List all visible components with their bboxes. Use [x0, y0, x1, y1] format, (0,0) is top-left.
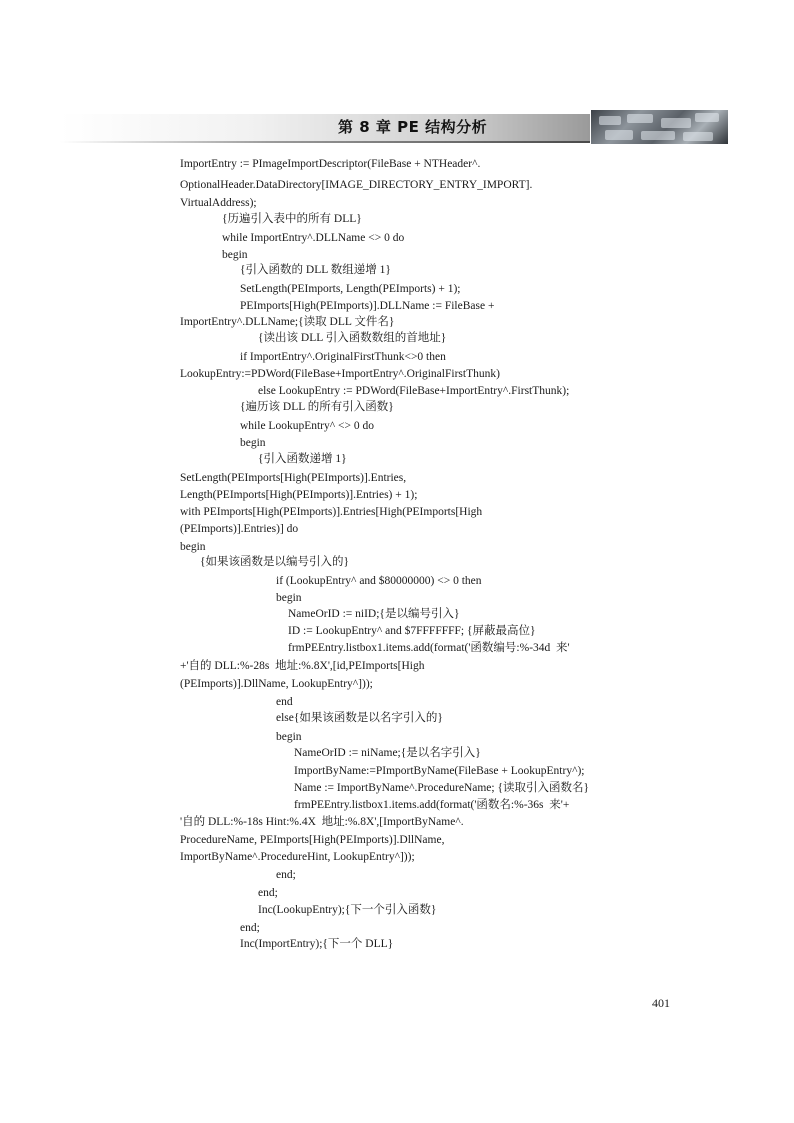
code-line: end; [258, 887, 278, 899]
code-line: begin [180, 541, 206, 553]
code-line: SetLength(PEImports, Length(PEImports) + 1); [240, 283, 461, 295]
code-line: else{如果该函数是以名字引入的} [276, 712, 443, 724]
code-line: NameOrID := niName;{是以名字引入} [294, 747, 481, 759]
code-line: {引入函数递增 1} [258, 453, 347, 465]
code-line: LookupEntry:=PDWord(FileBase+ImportEntry^.OriginalFirstThunk) [180, 368, 500, 380]
code-line: '自的 DLL:%-18s Hint:%.4X 地址:%.8X',[ImportByName^. [180, 816, 464, 828]
code-line: if ImportEntry^.OriginalFirstThunk<>0 then [240, 351, 446, 363]
code-line: {如果该函数是以编号引入的} [200, 556, 350, 568]
code-line: begin [240, 437, 266, 449]
code-line: ImportEntry := PImageImportDescriptor(FileBase + NTHeader^. [180, 158, 481, 170]
code-line: {遍历该 DLL 的所有引入函数} [240, 401, 394, 413]
code-line: NameOrID := niID;{是以编号引入} [288, 608, 460, 620]
code-line: Inc(ImportEntry);{下一个 DLL} [240, 938, 394, 950]
code-line: begin [222, 249, 248, 261]
code-line: ImportByName:=PImportByName(FileBase + LookupEntry^); [294, 765, 585, 777]
chapter-title: 第 8 章 PE 结构分析 [338, 118, 488, 136]
code-line: end; [276, 869, 296, 881]
code-line: frmPEEntry.listbox1.items.add(format('函数编号:%-34d 来' [288, 642, 570, 654]
code-line: {读出该 DLL 引入函数数组的首地址} [258, 332, 447, 344]
code-line: end [276, 696, 293, 708]
code-line: ID := LookupEntry^ and $7FFFFFFF; {屏蔽最高位} [288, 625, 536, 637]
code-line: SetLength(PEImports[High(PEImports)].Entries, [180, 472, 407, 484]
code-line: else LookupEntry := PDWord(FileBase+ImportEntry^.FirstThunk); [258, 385, 570, 397]
code-line: Length(PEImports[High(PEImports)].Entries) + 1); [180, 489, 418, 501]
code-line: (PEImports)].DllName, LookupEntry^])); [180, 678, 373, 690]
keyboard-photo [591, 110, 728, 144]
header-rule [60, 141, 590, 143]
code-line: begin [276, 592, 302, 604]
code-line: VirtualAddress); [180, 197, 257, 209]
code-line: frmPEEntry.listbox1.items.add(format('函数名:%-36s 来'+ [294, 799, 570, 811]
code-line: begin [276, 731, 302, 743]
code-line: {引入函数的 DLL 数组递增 1} [240, 264, 391, 276]
page-number: 401 [652, 996, 670, 1010]
code-line: while LookupEntry^ <> 0 do [240, 420, 374, 432]
code-line: {历遍引入表中的所有 DLL} [222, 213, 362, 225]
chapter-header [0, 110, 794, 144]
code-line: +'自的 DLL:%-28s 地址:%.8X',[id,PEImports[High [180, 660, 425, 672]
code-line: ProcedureName, PEImports[High(PEImports)].DllName, [180, 834, 445, 846]
code-line: (PEImports)].Entries)] do [180, 523, 299, 535]
code-line: if (LookupEntry^ and $80000000) <> 0 then [276, 575, 482, 587]
code-line: OptionalHeader.DataDirectory[IMAGE_DIRECTORY_ENTRY_IMPORT]. [180, 179, 533, 191]
code-line: Name := ImportByName^.ProcedureName; {读取引入函数名} [294, 782, 590, 794]
header-gradient-band [60, 114, 590, 142]
code-line: ImportByName^.ProcedureHint, LookupEntry^])); [180, 851, 415, 863]
code-line: while ImportEntry^.DLLName <> 0 do [222, 232, 405, 244]
code-line: end; [240, 922, 260, 934]
code-line: Inc(LookupEntry);{下一个引入函数} [258, 904, 437, 916]
code-line: ImportEntry^.DLLName;{读取 DLL 文件名} [180, 316, 395, 328]
code-line: with PEImports[High(PEImports)].Entries[High(PEImports[High [180, 506, 483, 518]
code-line: PEImports[High(PEImports)].DLLName := FileBase + [240, 300, 495, 312]
